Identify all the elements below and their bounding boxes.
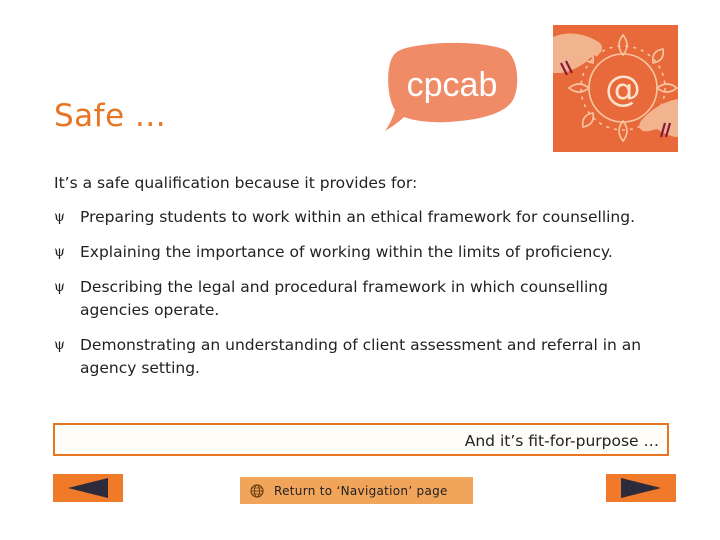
left-arrow-icon: [66, 477, 110, 499]
bullet-text: Demonstrating an understanding of client assessment and referral in an agency setting.: [80, 336, 642, 377]
psi-bullet-icon: ψ: [54, 244, 65, 260]
return-to-navigation-button[interactable]: [240, 477, 473, 504]
fit-for-purpose-text: And it’s fit-for-purpose …: [464, 432, 659, 450]
list-item: [54, 206, 674, 229]
psi-bullet-icon: ψ: [54, 209, 65, 225]
slide-title: Safe ...: [54, 98, 167, 134]
globe-icon: [250, 484, 264, 498]
intro-text: It’s a safe qualification because it provides for:: [54, 174, 418, 192]
next-slide-button[interactable]: [606, 474, 676, 502]
previous-slide-button[interactable]: [53, 474, 123, 502]
list-item: [54, 334, 674, 380]
logo-text: cpcab: [406, 66, 498, 104]
psi-bullet-icon: ψ: [54, 279, 65, 295]
bullet-text: Explaining the importance of working within the limits of proficiency.: [80, 243, 613, 261]
bullet-text: Preparing students to work within an ethical framework for counselling.: [80, 208, 636, 226]
hands-at-sign-art: [553, 25, 678, 152]
bullet-list: [54, 206, 674, 380]
list-item: [54, 241, 674, 264]
bullet-text: Describing the legal and procedural framework in which counselling agencies operate.: [80, 278, 608, 319]
list-item: [54, 276, 674, 322]
psi-bullet-icon: ψ: [54, 337, 65, 353]
svg-text:@: @: [605, 69, 641, 110]
fit-for-purpose-link[interactable]: [53, 423, 669, 456]
return-link-label: Return to ‘Navigation’ page: [274, 483, 448, 498]
cpcab-logo: [384, 40, 520, 132]
right-arrow-icon: [619, 477, 663, 499]
